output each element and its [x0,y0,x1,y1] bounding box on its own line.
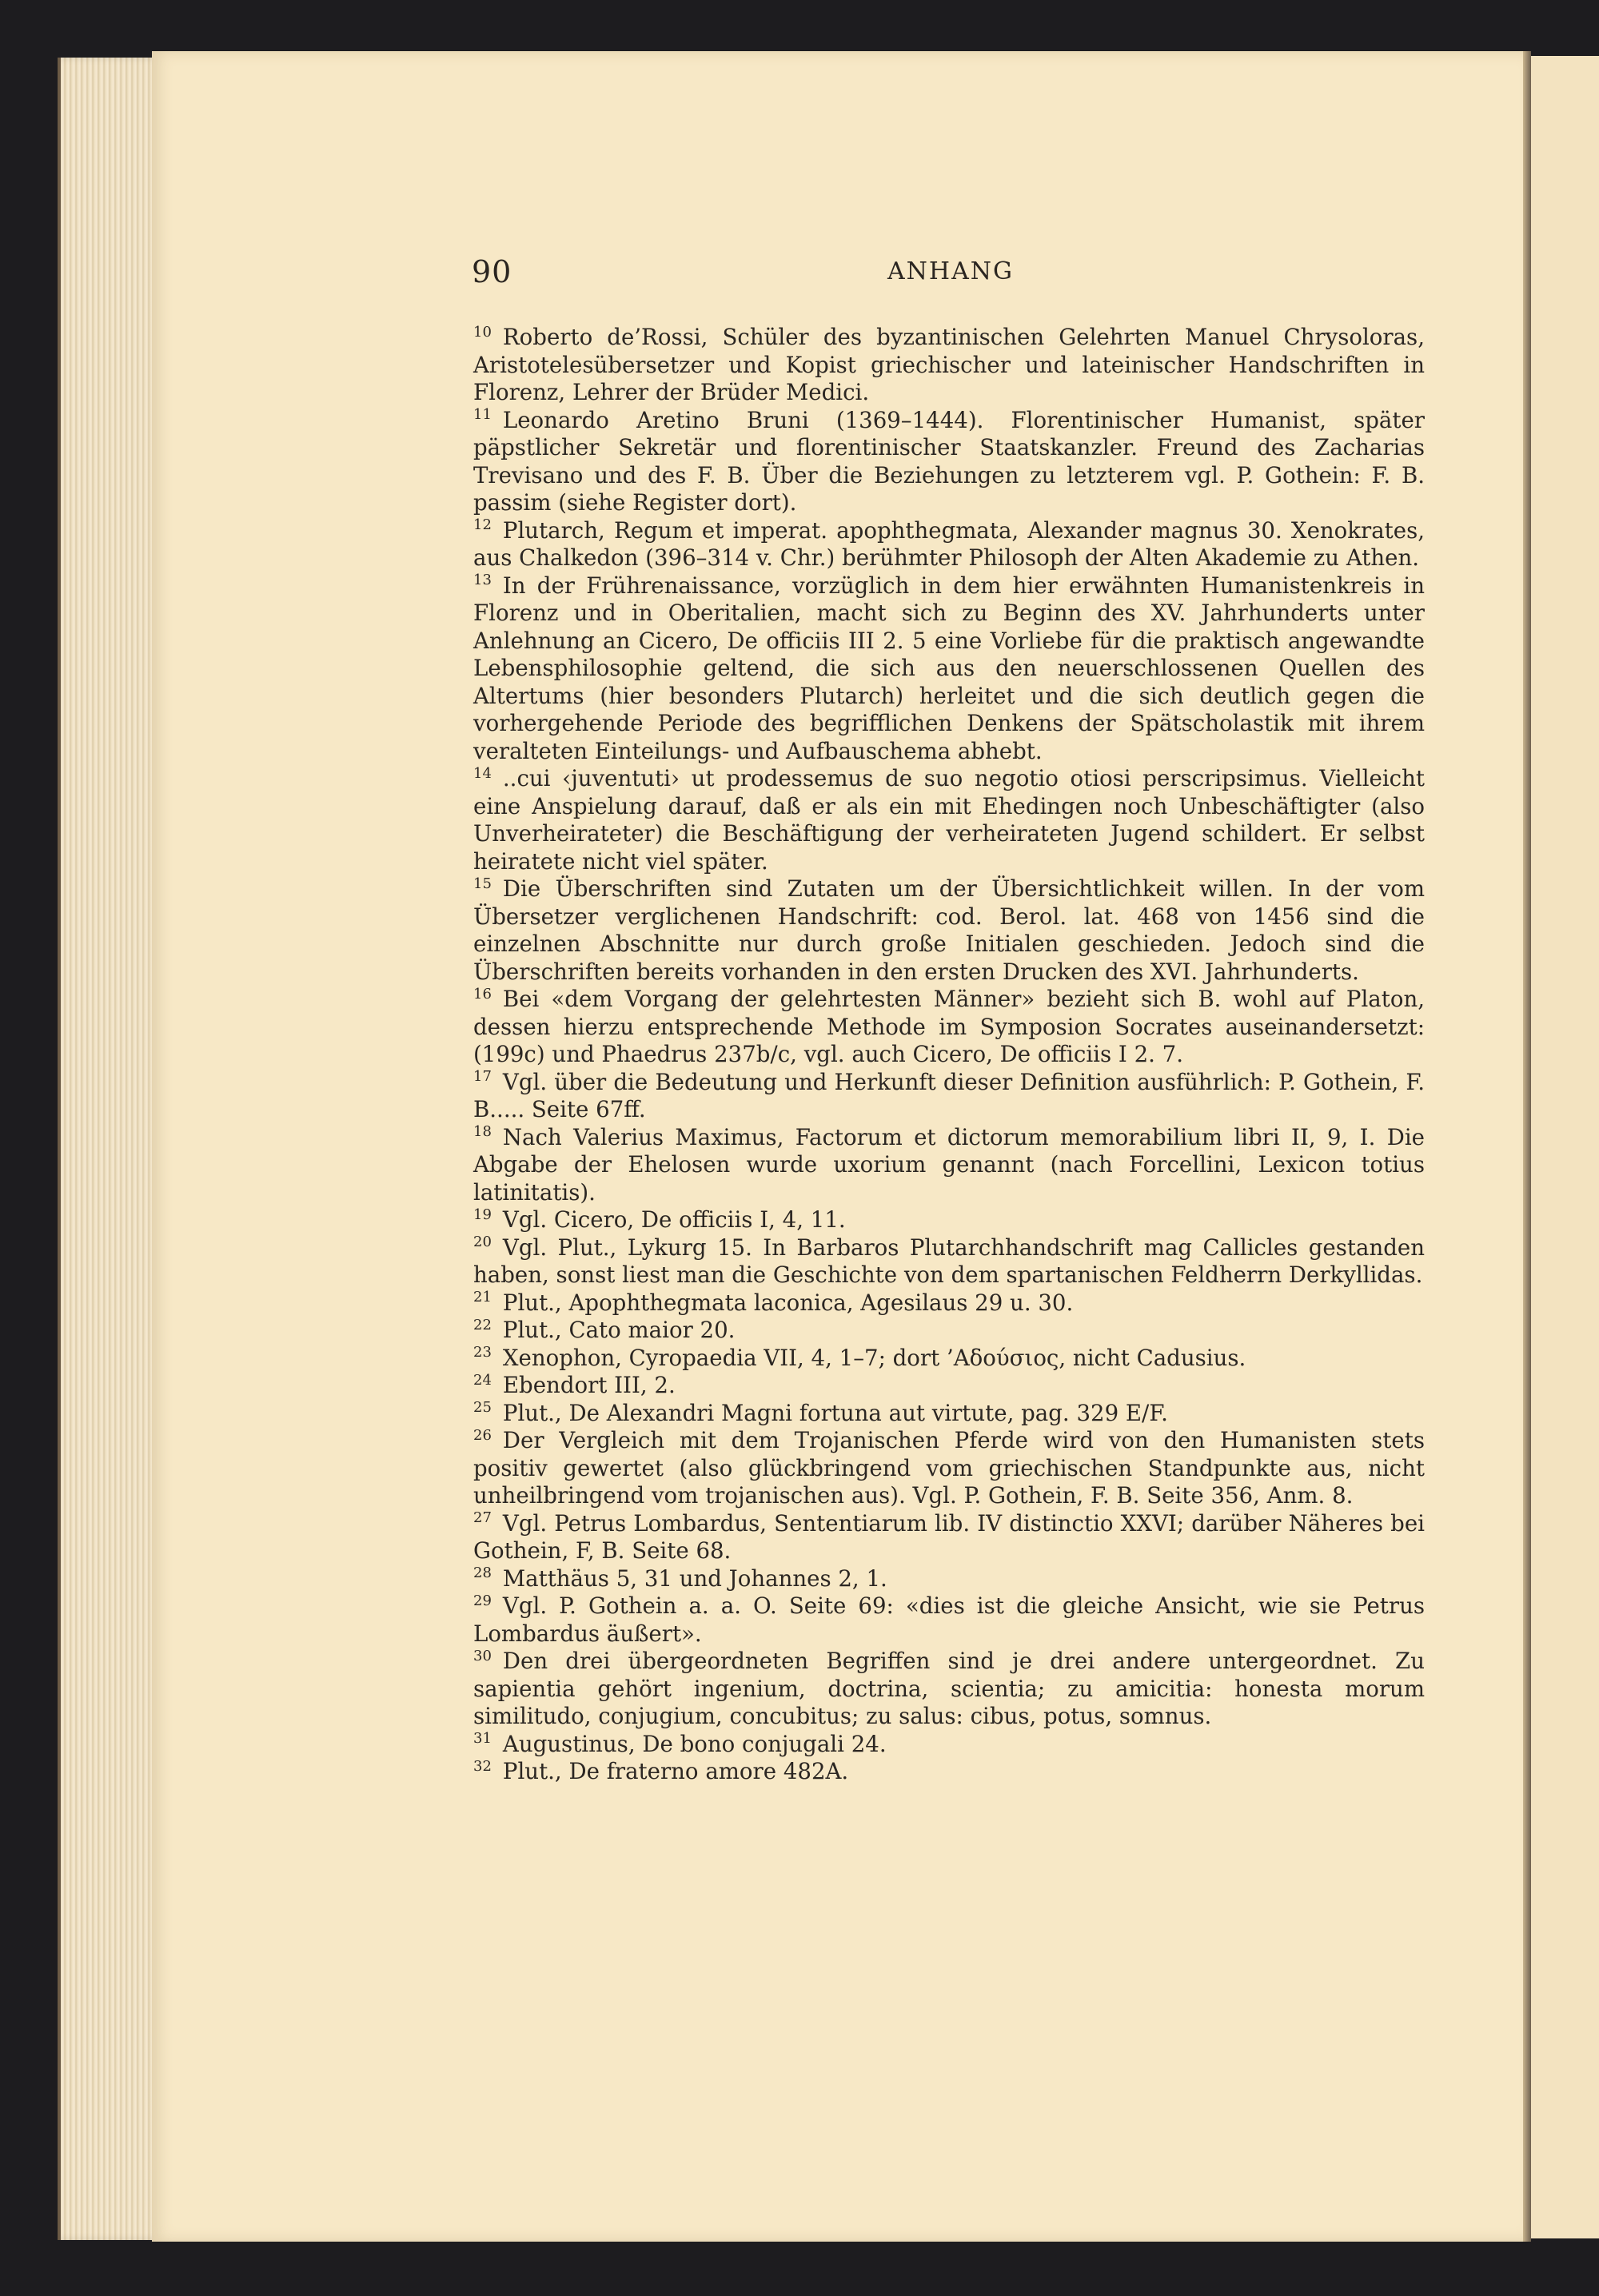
endnote: 10 Roberto de’Rossi, Schüler des byzantinischen Gelehrten Manuel Chrysoloras, Aristotelesübersetzer und Kopist griechischer und lateinischer Handschriften in Florenz, Lehrer der Brüder Medici. [473,323,1425,405]
endnote: 17 Vgl. über die Bedeutung und Herkunft dieser Definition ausführlich: P. Gothein, F. B..... Seite 67ff. [473,1068,1425,1122]
endnote: 15 Die Überschriften sind Zutaten um der Übersichtlichkeit willen. In der vom Übersetzer verglichenen Handschrift: cod. Berol. lat. 468 von 1456 sind die einzelnen Abschnitte nur durch große Initialen geschieden. Jedoch sind die Überschriften bereits vorhanden in den ersten Drucken des XVI. Jahrhunderts. [473,875,1425,985]
note-text: Plutarch, Regum et imperat. apophthegmata, Alexander magnus 30. Xenokrates, aus Chalkedon (396–314 v. Chr.) berühmter Philosoph der Alten Akademie zu Athen. [473,516,1425,571]
note-text: Plut., Apophthegmata laconica, Agesilaus 29 u. 30. [502,1289,1074,1316]
endnote: 28 Matthäus 5, 31 und Johannes 2, 1. [473,1565,887,1592]
endnote: 32 Plut., De fraterno amore 482A. [473,1757,849,1784]
note-text: Roberto de’Rossi, Schüler des byzantinischen Gelehrten Manuel Chrysoloras, Aristotelesübersetzer und Kopist griechischer und lateinischer Handschriften in Florenz, Lehrer der Brüder Medici. [473,324,1425,405]
endnote: 20 Vgl. Plut., Lykurg 15. In Barbaros Plutarchhandschrift mag Callicles gestanden haben, sonst liest man die Geschichte von dem spartanischen Feldherrn Derkyllidas. [473,1234,1425,1288]
endnote: 18 Nach Valerius Maximus, Factorum et dictorum memorabilium libri II, 9, I. Die Abgabe der Ehelosen wurde uxorium genannt (nach Forcellini, Lexicon totius latinitatis). [473,1123,1425,1206]
endnote: 16 Bei «dem Vorgang der gelehrtesten Männer» bezieht sich B. wohl auf Platon, dessen hierzu entsprechende Methode im Symposion Socrates auseinandersetzt: (199c) und Phaedrus 237b/c, vgl. auch Cicero, De officiis I 2. 7. [473,985,1425,1067]
endnote: 11 Leonardo Aretino Bruni (1369–1444). Florentinischer Humanist, später päpstlicher Sekretär und florentinischer Staatskanzler. Freund des Zacharias Trevisano und des F. B. Über die Beziehungen zu letzterem vgl. P. Gothein: F. B. passim (siehe Register dort). [473,406,1425,516]
note-text: Die Überschriften sind Zutaten um der Übersichtlichkeit willen. In der vom Übersetzer verglichenen Handschrift: cod. Berol. lat. 468 von 1456 sind die einzelnen Abschnitte nur durch große Initialen geschieden. Jedoch sind die Überschriften bereits vorhanden in den ersten Drucken des XVI. Jahrhunderts. [473,875,1425,985]
note-text: Plut., Cato maior 20. [502,1317,736,1343]
note-text: Vgl. über die Bedeutung und Herkunft dieser Definition ausführlich: P. Gothein, F. B..... Seite 67ff. [473,1068,1425,1122]
note-text: Den drei übergeordneten Begriffen sind je drei andere untergeordnet. Zu sapientia gehört ingenium, doctrina, scientia; zu amicitia: honesta morum similitudo, conjugium, concubitus; zu salus: cibus, potus, somnus. [473,1648,1425,1729]
section-title: ANHANG [887,257,1014,285]
endnote: 27 Vgl. Petrus Lombardus, Sententiarum lib. IV distinctio XXVI; darüber Näheres bei Gothein, F, B. Seite 68. [473,1509,1425,1564]
endnote: 13 In der Frührenaissance, vorzüglich in dem hier erwähnten Humanistenkreis in Florenz und in Oberitalien, macht sich zu Beginn des XV. Jahrhunderts unter Anlehnung an Cicero, De officiis III 2. 5 eine Vorliebe für die praktisch angewandte Lebensphilosophie geltend, die sich aus den neuerschlossenen Quellen des Altertums (hier besonders Plutarch) herleitet und die sich deutlich gegen die vorhergehende Periode des begrifflichen Denkens der Spätscholastik mit ihrem veralteten Einteilungs- und Aufbauschema abhebt. [473,572,1425,764]
endnote: 30 Den drei übergeordneten Begriffen sind je drei andere untergeordnet. Zu sapientia gehört ingenium, doctrina, scientia; zu amicitia: honesta morum similitudo, conjugium, concubitus; zu salus: cibus, potus, somnus. [473,1647,1425,1729]
page-number: 90 [472,254,512,289]
endnote: 31 Augustinus, De bono conjugali 24. [473,1730,887,1757]
note-text: Plut., De fraterno amore 482A. [502,1758,849,1784]
note-text: Augustinus, De bono conjugali 24. [502,1730,887,1757]
endnote: 22 Plut., Cato maior 20. [473,1316,736,1343]
note-text: Vgl. Petrus Lombardus, Sententiarum lib. IV distinctio XXVI; darüber Näheres bei Gothein, F, B. Seite 68. [473,1509,1425,1564]
note-text: Ebendort III, 2. [502,1372,676,1398]
note-text: ..cui ‹juventuti› ut prodessemus de suo negotio otiosi perscripsimus. Vielleicht eine Anspielung darauf, daß er als ein mit Ehedingen noch Unbeschäftigter (also Unverheirateter) die Beschäftigung der verheirateten Jugend schildert. Er selbst heiratete nicht viel später. [473,765,1425,875]
note-text: In der Frührenaissance, vorzüglich in dem hier erwähnten Humanistenkreis in Florenz und in Oberitalien, macht sich zu Beginn des XV. Jahrhunderts unter Anlehnung an Cicero, De officiis III 2. 5 eine Vorliebe für die praktisch angewandte Lebensphilosophie geltend, die sich aus den neuerschlossenen Quellen des Altertums (hier besonders Plutarch) herleitet und die sich deutlich gegen die vorhergehende Periode des begrifflichen Denkens der Spätscholastik mit ihrem veralteten Einteilungs- und Aufbauschema abhebt. [473,572,1425,764]
note-text: Der Vergleich mit dem Trojanischen Pferde wird von den Humanisten stets positiv gewertet (also glückbringend vom griechischen Standpunkte aus, nicht unheilbringend vom trojanischen aus). Vgl. P. Gothein, F. B. Seite 356, Anm. 8. [473,1427,1425,1509]
endnote: 26 Der Vergleich mit dem Trojanischen Pferde wird von den Humanisten stets positiv gewertet (also glückbringend vom griechischen Standpunkte aus, nicht unheilbringend vom trojanischen aus). Vgl. P. Gothein, F. B. Seite 356, Anm. 8. [473,1426,1425,1509]
endnotes-list [473,324,1425,1786]
note-text: Nach Valerius Maximus, Factorum et dictorum memorabilium libri II, 9, I. Die Abgabe der Ehelosen wurde uxorium genannt (nach Forcellini, Lexicon totius latinitatis). [473,1123,1425,1206]
right-page-edge [1531,56,1599,2238]
endnote: 29 Vgl. P. Gothein a. a. O. Seite 69: «dies ist die gleiche Ansicht, wie sie Petrus Lombardus äußert». [473,1592,1425,1647]
note-text: Plut., De Alexandri Magni fortuna aut virtute, pag. 329 E/F. [502,1399,1168,1426]
endnote: 21 Plut., Apophthegmata laconica, Agesilaus 29 u. 30. [473,1289,1074,1316]
endnote: 23 Xenophon, Cyropaedia VII, 4, 1–7; dort ’Αδούσιος, nicht Cadusius. [473,1344,1246,1371]
note-text: Leonardo Aretino Bruni (1369–1444). Florentinischer Humanist, später päpstlicher Sekretär und florentinischer Staatskanzler. Freund des Zacharias Trevisano und des F. B. Über die Beziehungen zu letzterem vgl. P. Gothein: F. B. passim (siehe Register dort). [473,406,1425,516]
note-text: Vgl. Cicero, De officiis I, 4, 11. [502,1206,846,1233]
book-gutter [1523,51,1531,2242]
note-text: Matthäus 5, 31 und Johannes 2, 1. [502,1565,887,1592]
note-text: Bei «dem Vorgang der gelehrtesten Männer» bezieht sich B. wohl auf Platon, dessen hierzu entsprechende Methode im Symposion Socrates auseinandersetzt: (199c) und Phaedrus 237b/c, vgl. auch Cicero, De officiis I 2. 7. [473,986,1425,1067]
note-text: Vgl. P. Gothein a. a. O. Seite 69: «dies ist die gleiche Ansicht, wie sie Petrus Lombardus äußert». [473,1592,1425,1647]
note-text: Xenophon, Cyropaedia VII, 4, 1–7; dort ’Αδούσιος, nicht Cadusius. [502,1344,1246,1371]
endnote: 14 ..cui ‹juventuti› ut prodessemus de suo negotio otiosi perscripsimus. Vielleicht eine Anspielung darauf, daß er als ein mit Ehedingen noch Unbeschäftigter (also Unverheirateter) die Beschäftigung der verheirateten Jugend schildert. Er selbst heiratete nicht viel später. [473,764,1425,875]
note-text: Vgl. Plut., Lykurg 15. In Barbaros Plutarchhandschrift mag Callicles gestanden haben, sonst liest man die Geschichte von dem spartanischen Feldherrn Derkyllidas. [473,1234,1425,1288]
endnote: 25 Plut., De Alexandri Magni fortuna aut virtute, pag. 329 E/F. [473,1399,1168,1426]
endnote: 24 Ebendort III, 2. [473,1371,676,1398]
running-head [472,254,1423,289]
endnote: 12 Plutarch, Regum et imperat. apophthegmata, Alexander magnus 30. Xenokrates, aus Chalkedon (396–314 v. Chr.) berühmter Philosoph der Alten Akademie zu Athen. [473,516,1425,571]
endnote: 19 Vgl. Cicero, De officiis I, 4, 11. [473,1206,846,1233]
